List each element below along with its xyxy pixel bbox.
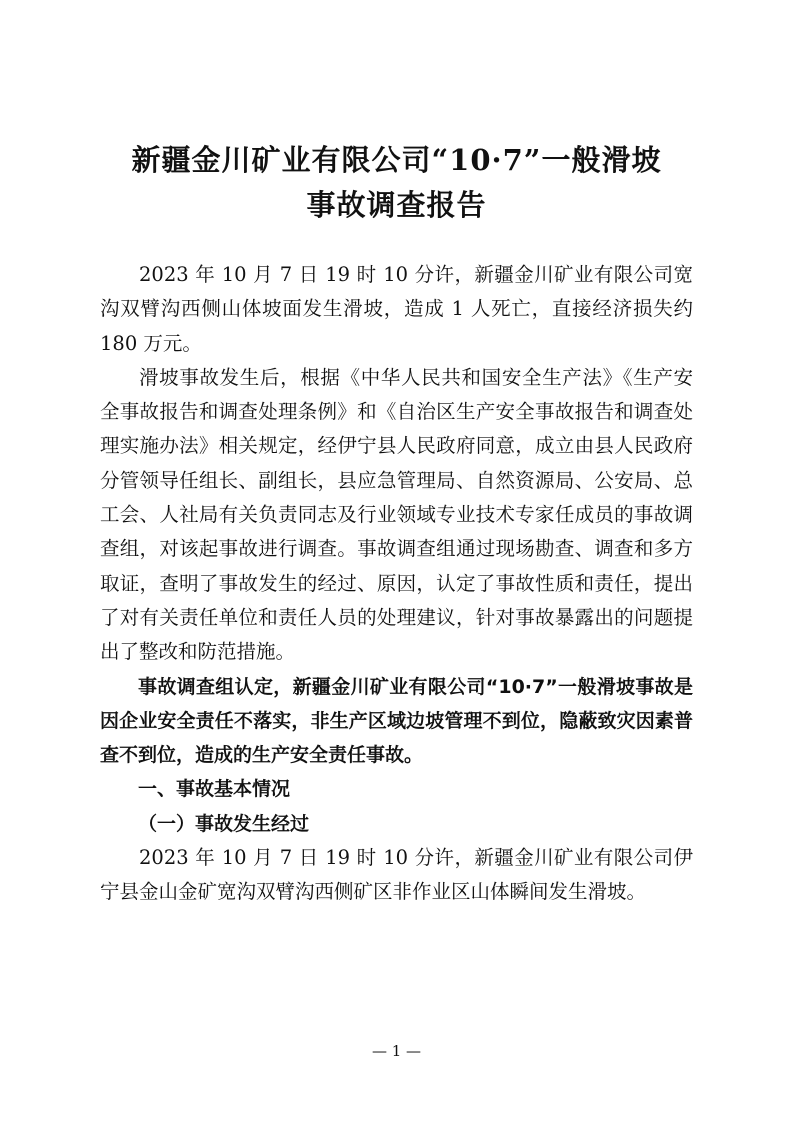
- document-title-line-2: 事故调查报告: [306, 188, 487, 222]
- paragraph-conclusion: 事故调查组认定，新疆金川矿业有限公司“10·7”一般滑坡事故是因企业安全责任不落实，非生产区域边坡管理不到位，隐蔽致灾因素普查不到位，造成的生产安全责任事故。: [100, 675, 693, 767]
- paragraph-accident-process: 2023 年 10 月 7 日 19 时 10 分许，新疆金川矿业有限公司伊宁县金山金矿宽沟双臂沟西侧矿区非作业区山体瞬间发生滑坡。: [100, 846, 693, 904]
- document-body: [100, 258, 693, 910]
- document-title-line-1: 新疆金川矿业有限公司“10·7”一般滑坡: [131, 143, 662, 177]
- paragraph-investigation: 滑坡事故发生后，根据《中华人民共和国安全生产法》《生产安全事故报告和调查处理条例》和《自治区生产安全事故报告和调查处理实施办法》相关规定，经伊宁县人民政府同意，成立由县人民政府分管领导任组长、副组长，县应急管理局、自然资源局、公安局、总工会、人社局有关负责同志及行业领域专业技术专家任成员的事故调查组，对该起事故进行调查。事故调查组通过现场勘查、调查和多方取证，查明了事故发生的经过、原因，认定了事故性质和责任，提出了对有关责任单位和责任人员的处理建议，针对事故暴露出的问题提出了整改和防范措施。: [100, 365, 693, 664]
- subsection-heading-accident-process: （一）事故发生经过: [138, 812, 310, 835]
- paragraph-summary: 2023 年 10 月 7 日 19 时 10 分许，新疆金川矿业有限公司宽沟双臂沟西侧山体坡面发生滑坡，造成 1 人死亡，直接经济损失约 180 万元。: [100, 263, 693, 355]
- page-number: — 1 —: [371, 1042, 422, 1060]
- section-heading-basic-situation: 一、事故基本情况: [138, 778, 291, 801]
